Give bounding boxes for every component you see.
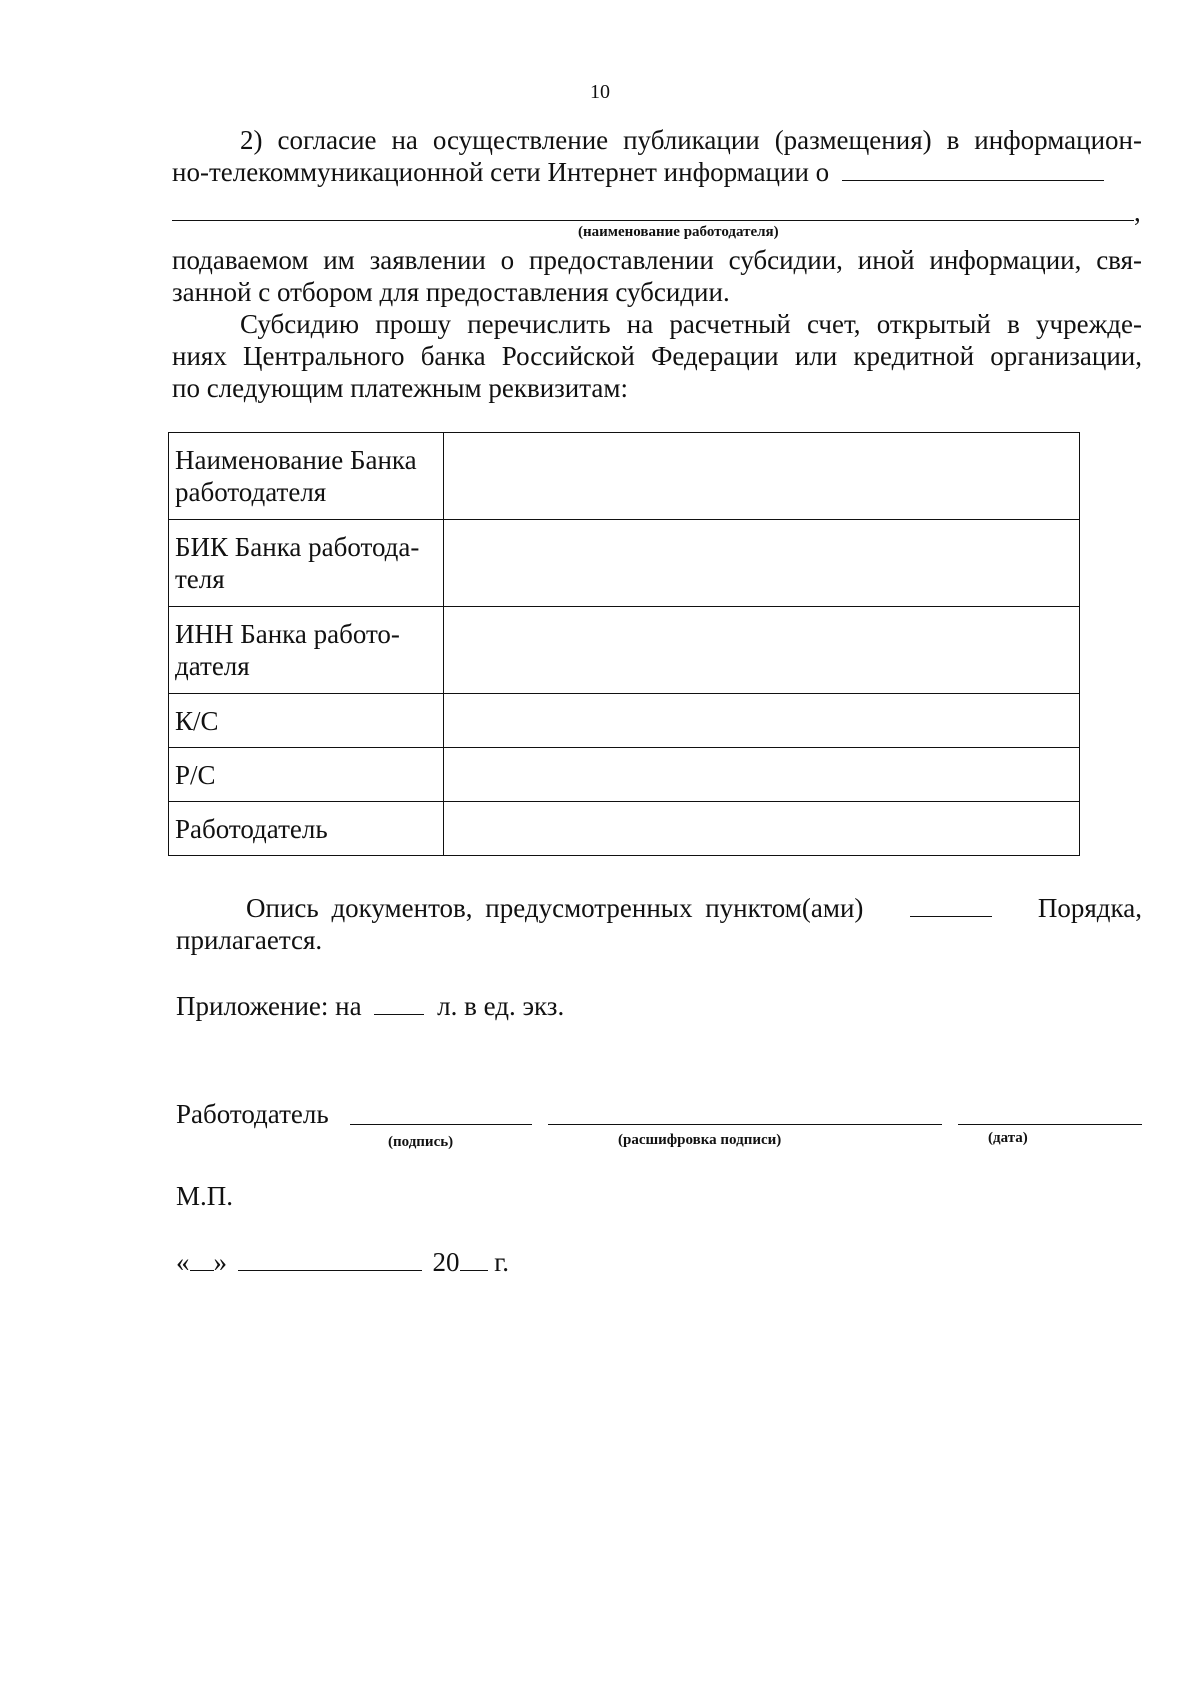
employer-name-fill-line-1[interactable] (842, 160, 1104, 181)
table-row (169, 520, 1080, 607)
row-label-bank-name: Наименование Банка работодателя (169, 433, 444, 520)
row-value-employer[interactable] (444, 802, 1080, 856)
para2-line1: Субсидию прошу перечислить на расчетный счет, открытый в учрежде- (240, 309, 1142, 339)
row-label-bank-bik: БИК Банка работода- теля (169, 520, 444, 607)
attachment-line: Приложение: на л. в ед. экз. (176, 991, 565, 1021)
row-value-bank-bik[interactable] (444, 520, 1080, 607)
inventory-line2: прилагается. (176, 925, 323, 955)
para1-line4: занной с отбором для предоставления субсидии. (172, 277, 730, 307)
signature-date-fill-line[interactable] (958, 1124, 1142, 1125)
date-year-fill-line[interactable] (460, 1250, 488, 1271)
table-row (169, 433, 1080, 520)
inventory-clause-fill-line[interactable] (910, 896, 992, 917)
caption-signature: (подпись) (388, 1134, 454, 1150)
signature-fill-line[interactable] (350, 1124, 532, 1125)
para2-line2: ниях Центрального банка Российской Федерации или кредитной организации, (172, 341, 1142, 371)
stamp-place: М.П. (176, 1181, 234, 1211)
payment-requisites-table (168, 432, 1080, 856)
row-value-settlement-account[interactable] (444, 748, 1080, 802)
caption-date: (дата) (988, 1130, 1028, 1146)
table-row (169, 802, 1080, 856)
page-number: 10 (590, 81, 610, 103)
caption-employer-name: (наименование работодателя) (578, 224, 779, 240)
signature-label: Работодатель (176, 1099, 329, 1129)
date-month-fill-line[interactable] (238, 1250, 422, 1271)
caption-signature-decoding: (расшифровка подписи) (618, 1132, 782, 1148)
para2-line3: по следующим платежным реквизитам: (172, 373, 628, 403)
row-value-bank-name[interactable] (444, 433, 1080, 520)
para1-line3: подаваемом им заявлении о предоставлении субсидии, иной информации, свя- (172, 245, 1142, 275)
row-value-bank-inn[interactable] (444, 607, 1080, 694)
row-label-settlement-account: Р/С (169, 748, 444, 802)
row-label-employer: Работодатель (169, 802, 444, 856)
para1-line1: 2) согласие на осуществление публикации (размещения) в информацион- (240, 125, 1142, 155)
table-row (169, 607, 1080, 694)
row-label-bank-inn: ИНН Банка работо- дателя (169, 607, 444, 694)
date-day-fill-line[interactable] (190, 1250, 214, 1271)
para1-line2: но-телекоммуникационной сети Интернет информации о (172, 156, 1104, 188)
para1-trailing-comma: , (1134, 197, 1141, 227)
inventory-line1: Опись документов, предусмотренных пунктом(ами) Порядка, (246, 893, 1142, 923)
attachment-pages-fill-line[interactable] (374, 994, 424, 1015)
row-label-correspondent-account: К/С (169, 694, 444, 748)
date-line: « » 20 г. (176, 1247, 510, 1277)
signature-decoding-fill-line[interactable] (548, 1124, 942, 1125)
row-value-correspondent-account[interactable] (444, 694, 1080, 748)
table-row (169, 748, 1080, 802)
table-row (169, 694, 1080, 748)
employer-name-fill-line-2[interactable] (172, 220, 1134, 221)
